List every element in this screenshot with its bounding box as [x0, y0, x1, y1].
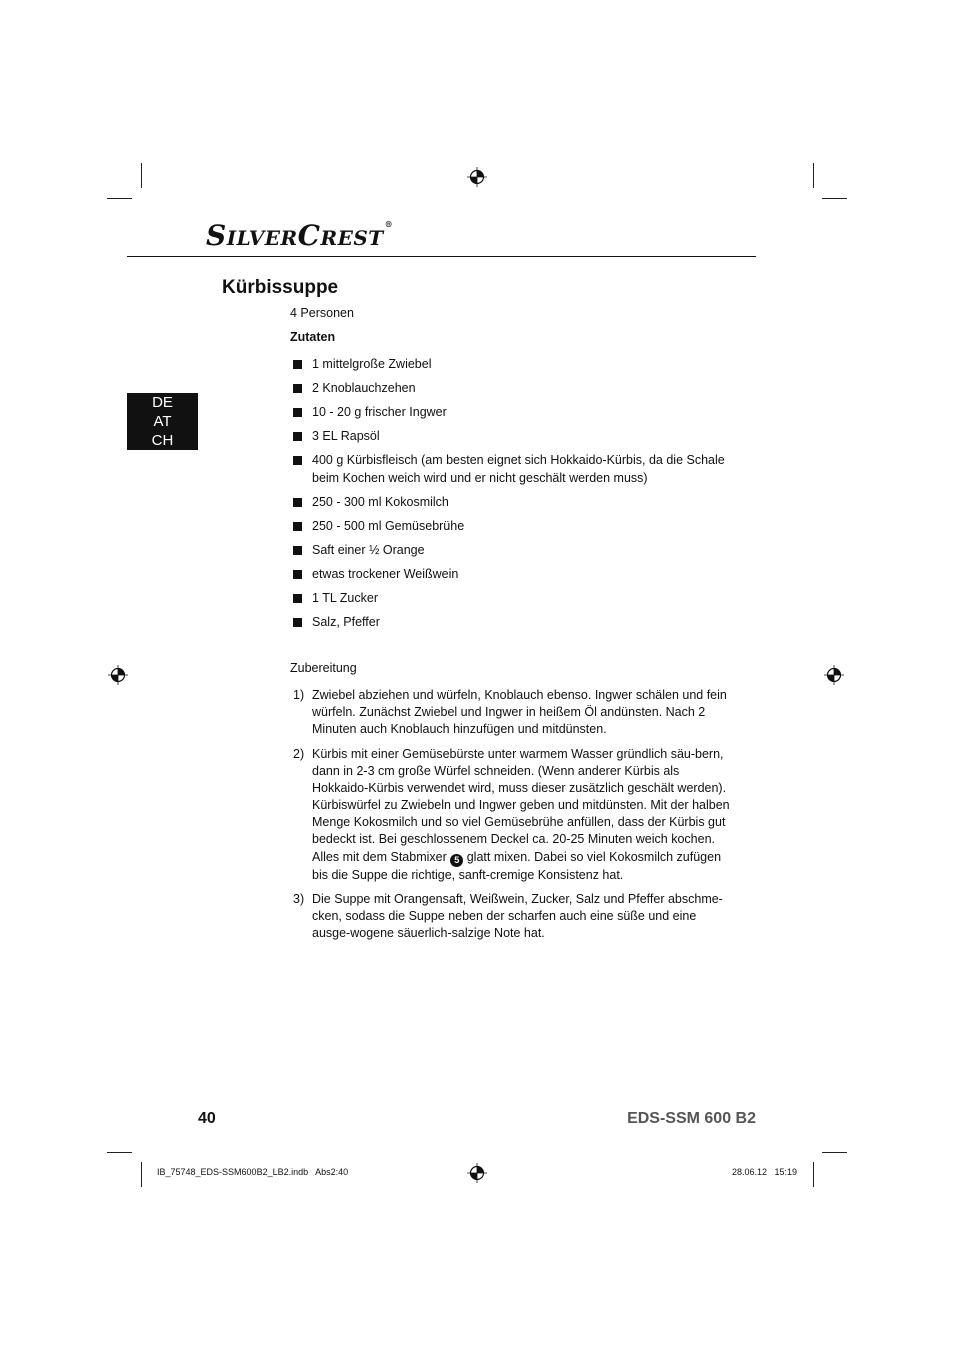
crop-mark — [822, 198, 847, 199]
language-ch: CH — [151, 432, 174, 449]
language-at: AT — [153, 413, 172, 430]
ingredient-item: 400 g Kürbisfleisch (am besten eignet sich Hokkaido-Kürbis, da die Schale beim Kochen weich wird und er nicht geschält werden muss) — [293, 452, 733, 487]
logo-letters: REST — [320, 226, 384, 250]
step-text: Kürbis mit einer Gemüsebürste unter warmem Wasser gründlich säu-bern, dann in 2-3 cm große Würfel schneiden. (Wenn anderer Kürbis als Hokkaido-Kürbis verwendet wird, muss dieser zusätzlich geschält werden). Kürbiswürfel zu Zwiebeln und Ingwer geben und mitdünsten. Mit der halben Menge Kokosmilch und so viel Gemüsebrühe anfüllen, dass der Kürbis gut bedeckt ist. Bei geschlossenem Deckel ca. 20-25 Minuten weich kochen. Alles mit dem Stabmixer 5 glatt mixen. Dabei so viel Kokosmilch zufügen bis die Suppe die richtige, sanft-cremige Konsistenz hat. — [312, 747, 730, 882]
part-reference-icon: 5 — [450, 854, 463, 867]
crop-mark — [107, 198, 132, 199]
ingredient-item: Salz, Pfeffer — [293, 614, 733, 632]
logo-letter: S — [206, 219, 227, 252]
ingredient-item: 2 Knoblauchzehen — [293, 380, 733, 398]
bullet-icon — [293, 570, 302, 579]
step-item — [293, 687, 733, 738]
step-item — [293, 746, 733, 884]
print-date: 28.06.12 15:19 — [731, 1167, 797, 1177]
ingredient-item: 250 - 300 ml Kokosmilch — [293, 494, 733, 512]
registration-target-icon — [108, 665, 128, 685]
file-info: IB_75748_EDS-SSM600B2_LB2.indb Abs2:40 — [157, 1167, 349, 1177]
step-number: 3) — [293, 892, 305, 906]
ingredient-item: 1 mittelgroße Zwiebel — [293, 356, 733, 374]
step-text: Zwiebel abziehen und würfeln, Knoblauch ebenso. Ingwer schälen und fein würfeln. Zunächst Zwiebel und Ingwer in heißem Öl andünsten. Nach 2 Minuten auch Knoblauch hinzufügen und mitdünsten. — [312, 688, 727, 737]
language-tab — [127, 393, 198, 450]
crop-mark — [822, 1152, 847, 1153]
bullet-icon — [293, 432, 302, 441]
bullet-icon — [293, 522, 302, 531]
registration-target-icon — [467, 1163, 487, 1183]
crop-mark — [813, 163, 814, 188]
step-number: 2) — [293, 747, 305, 761]
language-de: DE — [152, 394, 173, 411]
ingredient-item: 10 - 20 g frischer Ingwer — [293, 404, 733, 422]
page-title: Kürbissuppe — [222, 277, 339, 298]
page-number: 40 — [198, 1110, 216, 1127]
crop-mark — [141, 163, 142, 188]
crop-mark — [141, 1162, 142, 1187]
ingredient-item: Saft einer ½ Orange — [293, 542, 733, 560]
header-rule — [127, 256, 756, 257]
step-text: Die Suppe mit Orangensaft, Weißwein, Zucker, Salz und Pfeffer abschme-cken, sodass die Suppe neben der scharfen auch eine süße und eine ausge-wogene säuerlich-salzige Note hat. — [312, 892, 723, 941]
bullet-icon — [293, 384, 302, 393]
ingredient-item: etwas trockener Weißwein — [293, 566, 733, 584]
bullet-icon — [293, 360, 302, 369]
registration-target-icon — [824, 665, 844, 685]
ingredient-item: 3 EL Rapsöl — [293, 428, 733, 446]
logo-letters: ILVER — [226, 226, 298, 250]
preparation-heading: Zubereitung — [290, 661, 357, 675]
step-item — [293, 891, 733, 942]
bullet-icon — [293, 408, 302, 417]
brand-logo — [206, 219, 393, 252]
ingredients-heading: Zutaten — [290, 330, 336, 344]
bullet-icon — [293, 456, 302, 465]
servings: 4 Personen — [290, 306, 354, 320]
logo-letter: C — [297, 219, 321, 252]
model-number: EDS-SSM 600 B2 — [627, 1110, 756, 1127]
step-number: 1) — [293, 688, 305, 702]
bullet-icon — [293, 498, 302, 507]
ingredient-item: 1 TL Zucker — [293, 590, 733, 608]
bullet-icon — [293, 618, 302, 627]
crop-mark — [107, 1152, 132, 1153]
registration-target-icon — [467, 167, 487, 187]
crop-mark — [813, 1162, 814, 1187]
bullet-icon — [293, 594, 302, 603]
registered-mark: ® — [384, 219, 394, 229]
ingredient-item: 250 - 500 ml Gemüsebrühe — [293, 518, 733, 536]
bullet-icon — [293, 546, 302, 555]
